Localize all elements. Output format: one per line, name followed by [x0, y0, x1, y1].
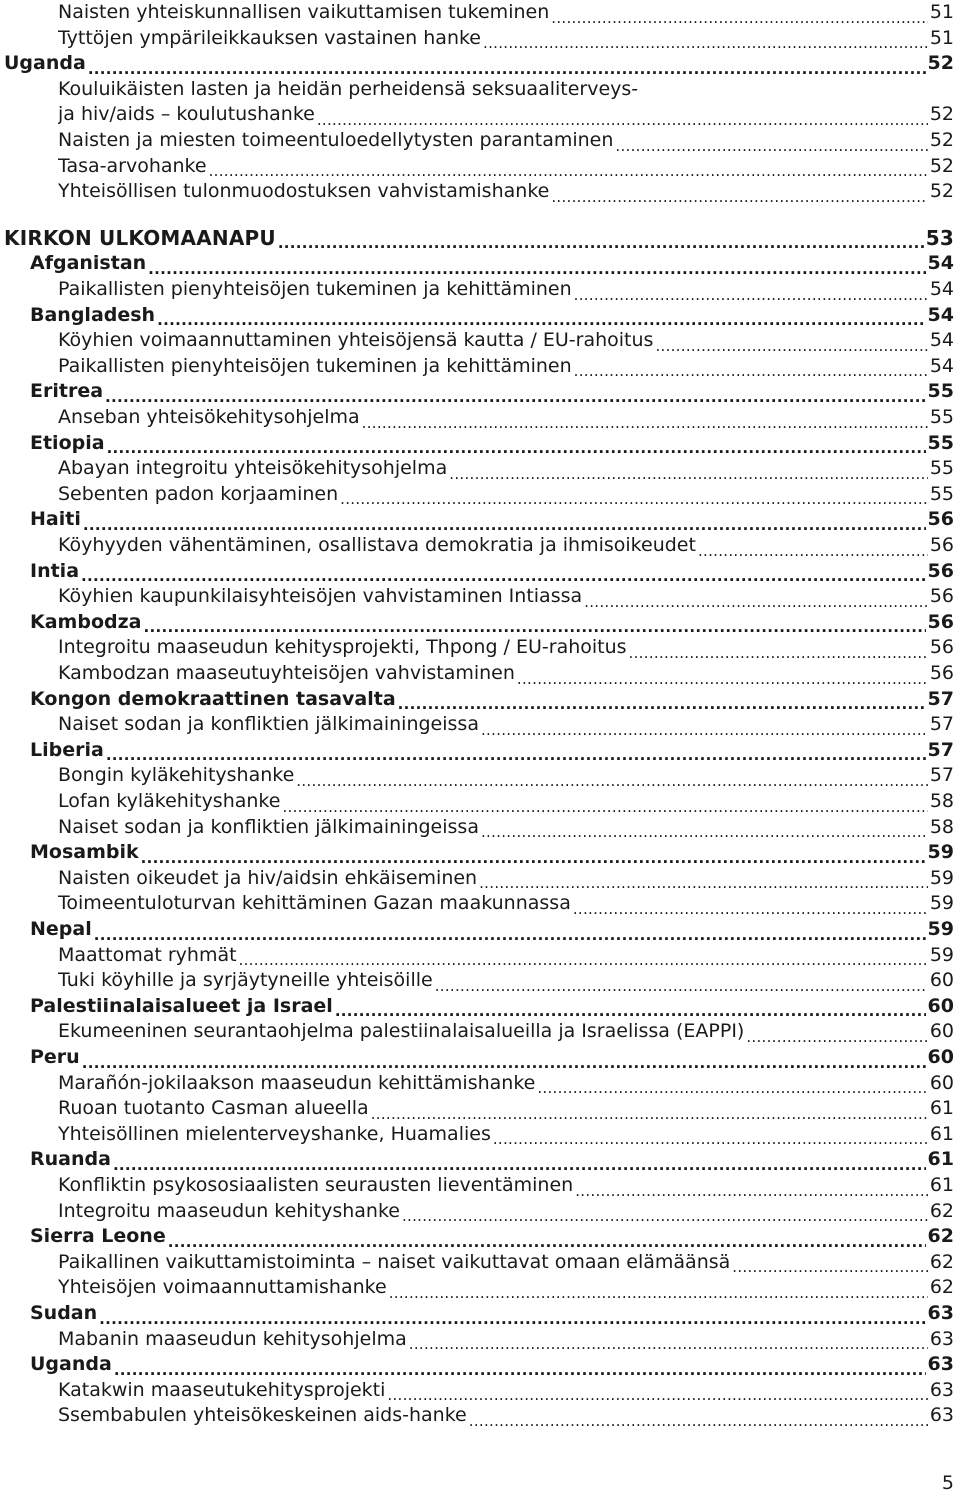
toc-entry-page: 60: [929, 1071, 954, 1094]
toc-entry[interactable]: [58, 1199, 954, 1225]
toc-entry-page: 63: [929, 1327, 954, 1350]
toc-entry-title: Katakwin maaseutukehitysprojekti: [58, 1378, 386, 1401]
dot-leader: [732, 1255, 928, 1275]
toc-entry-page: 60: [929, 1020, 954, 1043]
toc-entry[interactable]: [58, 661, 954, 687]
dot-leader: [481, 718, 928, 738]
dot-leader: [435, 974, 928, 994]
toc-entry-page: 56: [929, 636, 954, 659]
toc-entry-title: Palestiinalaisalueet ja Israel: [30, 994, 333, 1017]
toc-section[interactable]: [30, 738, 954, 764]
dot-leader: [114, 1358, 926, 1378]
toc-entry-page: 59: [927, 841, 954, 864]
dot-leader: [106, 743, 926, 763]
dot-leader: [94, 923, 926, 943]
dot-leader: [551, 185, 927, 205]
toc-entry-title: Anseban yhteisökehitysohjelma: [58, 406, 360, 428]
toc-entry-title: Intia: [30, 559, 80, 582]
toc-entry-title: Sudan: [30, 1302, 98, 1324]
dot-leader: [387, 1383, 927, 1403]
dot-leader: [113, 1153, 926, 1173]
toc-entry[interactable]: [58, 154, 954, 180]
toc-entry[interactable]: [58, 128, 954, 154]
toc-entry[interactable]: [58, 943, 954, 969]
toc-entry-title: Tyttöjen ympärileikkauksen vastainen hanke: [58, 26, 482, 49]
toc-entry-page: 58: [929, 815, 954, 838]
toc-entry[interactable]: [58, 866, 954, 892]
toc-entry-page: 60: [927, 1046, 954, 1068]
dot-leader: [574, 359, 928, 379]
toc-section[interactable]: [4, 226, 954, 252]
toc-entry-title: Tuki köyhille ja syrjäytyneille yhteisöille: [58, 969, 433, 992]
toc-entry[interactable]: [58, 26, 954, 52]
toc-entry-page: 61: [929, 1097, 954, 1120]
toc-entry-title: Uganda: [4, 52, 86, 75]
toc-entry-page: 60: [927, 994, 954, 1017]
dot-leader: [82, 1051, 926, 1071]
toc-entry-title: Marañón-jokilaakson maaseudun kehittämishanke: [58, 1071, 536, 1094]
toc-entry[interactable]: [58, 1071, 954, 1097]
toc-entry[interactable]: [58, 635, 954, 661]
toc-entry-page: 52: [929, 103, 954, 126]
dot-leader: [746, 1025, 927, 1045]
toc-entry-title: Naisten ja miesten toimeentuloedellytysten parantaminen: [58, 129, 614, 151]
dot-leader: [83, 513, 926, 533]
dot-leader: [335, 999, 926, 1019]
toc-entry-page: 60: [929, 969, 954, 992]
toc-entry-page: 54: [929, 329, 954, 352]
dot-leader: [81, 564, 926, 584]
dot-leader: [88, 57, 926, 77]
toc-entry-page: 56: [929, 662, 954, 684]
toc-entry-title: Bangladesh: [30, 303, 156, 326]
dot-leader: [574, 283, 928, 303]
toc-section[interactable]: [30, 840, 954, 866]
dot-leader: [148, 257, 925, 277]
toc-entry-page: 61: [929, 1174, 954, 1196]
toc-entry-page: 54: [927, 303, 954, 326]
toc-section[interactable]: [30, 251, 954, 277]
toc-entry-title: Paikallisten pienyhteisöjen tukeminen ja kehittäminen: [58, 354, 572, 377]
toc-entry[interactable]: [58, 789, 954, 815]
dot-leader: [575, 1179, 928, 1199]
toc-entry-title: Uganda: [30, 1353, 112, 1376]
toc-entry[interactable]: [58, 533, 954, 559]
toc-entry-page: 52: [929, 154, 954, 177]
toc-entry-title: Ekumeeninen seurantaohjelma palestiinalaisalueilla ja Israelissa (EAPPI): [58, 1020, 745, 1043]
toc-entry-page: 57: [927, 738, 954, 761]
dot-leader: [278, 231, 924, 251]
toc-entry-title: Afganistan: [30, 252, 147, 275]
toc-entry-page: 63: [929, 1378, 954, 1401]
toc-entry-page: 55: [929, 406, 954, 428]
dot-leader: [629, 641, 928, 661]
toc-entry-title: Peru: [30, 1046, 80, 1068]
dot-leader: [105, 385, 926, 405]
toc-entry[interactable]: [58, 354, 954, 380]
toc-entry-title: Kambodza: [30, 610, 142, 633]
toc-entry-page: 59: [929, 892, 954, 915]
toc-entry-page: 57: [927, 687, 954, 710]
toc-entry-page: 52: [929, 180, 954, 203]
dot-leader: [615, 134, 927, 154]
toc-entry-title: Yhteisöllinen mielenterveyshanke, Huamalies: [58, 1122, 491, 1145]
toc-entry-page: 61: [929, 1122, 954, 1145]
toc-entry[interactable]: [58, 77, 954, 103]
dot-leader: [209, 159, 928, 179]
toc-section[interactable]: [30, 507, 954, 533]
toc-entry-page: 54: [929, 354, 954, 377]
toc-section[interactable]: [30, 610, 954, 636]
toc-entry-title: Paikallinen vaikuttamistoiminta – naiset vaikuttavat omaan elämäänsä: [58, 1250, 731, 1273]
dot-leader: [551, 6, 928, 26]
toc-entry-page: 63: [927, 1302, 954, 1324]
toc-entry-page: 55: [929, 482, 954, 505]
dot-leader: [517, 667, 928, 687]
toc-entry-page: 55: [929, 457, 954, 480]
toc-section[interactable]: [30, 379, 954, 405]
toc-entry[interactable]: [58, 1327, 954, 1353]
toc-entry-title: Lofan kyläkehityshanke: [58, 790, 281, 812]
toc-entry-title: Toimeentuloturvan kehittäminen Gazan maakunnassa: [58, 892, 571, 915]
toc-entry-title: Mabanin maaseudun kehitysohjelma: [58, 1327, 407, 1350]
toc-entry-title: Yhteisöllisen tulonmuodostuksen vahvistamishanke: [58, 180, 550, 203]
toc-entry-title: Konfliktin psykososiaalisten seurausten lieventäminen: [58, 1174, 574, 1196]
toc-entry-title: Yhteisöjen voimaannuttamishanke: [58, 1276, 387, 1299]
toc-entry-title: Naisten oikeudet ja hiv/aidsin ehkäiseminen: [58, 866, 478, 889]
dot-leader: [537, 1076, 927, 1096]
toc-entry-page: 58: [929, 790, 954, 812]
toc-entry-title: Sierra Leone: [30, 1225, 166, 1248]
toc-entry[interactable]: [58, 1173, 954, 1199]
toc-entry-title: Paikallisten pienyhteisöjen tukeminen ja kehittäminen: [58, 278, 572, 300]
toc-entry-page: 51: [929, 26, 954, 49]
toc-entry-title: Integroitu maaseudun kehityshanke: [58, 1199, 400, 1222]
toc-entry-title: Kongon demokraattinen tasavalta: [30, 687, 396, 710]
toc-section[interactable]: [30, 559, 954, 585]
dot-leader: [698, 539, 928, 559]
toc-entry-page: 63: [927, 1353, 954, 1376]
toc-entry[interactable]: [58, 1250, 954, 1276]
toc-entry-title: Ruanda: [30, 1148, 111, 1171]
dot-leader: [107, 436, 926, 456]
toc-entry-title: Sebenten padon korjaaminen: [58, 482, 339, 505]
toc-entry-title: Kouluikäisten lasten ja heidän perheidensä seksuaaliterveys-: [58, 77, 639, 100]
toc-entry-title: Mosambik: [30, 841, 139, 864]
toc-entry-page: 62: [929, 1250, 954, 1273]
toc-entry-title: Tasa-arvohanke: [58, 154, 207, 177]
toc-entry[interactable]: [58, 1096, 954, 1122]
dot-leader: [389, 1281, 928, 1301]
dot-leader: [469, 1409, 928, 1429]
toc-section[interactable]: [30, 303, 954, 329]
toc-entry[interactable]: [58, 968, 954, 994]
toc-entry-title: ja hiv/aids – koulutushanke: [58, 103, 315, 126]
toc-entry-title: Liberia: [30, 738, 104, 761]
toc-entry[interactable]: [58, 1122, 954, 1148]
toc-section[interactable]: [30, 917, 954, 943]
toc-entry-page: 56: [929, 585, 954, 608]
toc-entry-title: Abayan integroitu yhteisökehitysohjelma: [58, 457, 448, 480]
toc-section[interactable]: [30, 1301, 954, 1327]
dot-leader: [157, 308, 925, 328]
dot-leader: [99, 1307, 925, 1327]
toc-entry-title: KIRKON ULKOMAANAPU: [4, 225, 276, 250]
page-number: 5: [941, 1472, 954, 1494]
toc-section[interactable]: [4, 51, 954, 77]
toc-entry-page: 62: [929, 1199, 954, 1222]
toc-entry-page: 55: [927, 380, 954, 403]
toc-entry[interactable]: [58, 891, 954, 917]
dot-leader: [479, 871, 928, 891]
dot-leader: [493, 1127, 928, 1147]
dot-leader: [282, 795, 927, 815]
dot-leader: [340, 487, 928, 507]
toc-entry-page: 56: [927, 610, 954, 633]
toc-entry-page: 52: [927, 52, 954, 75]
toc-entry-page: 52: [929, 129, 954, 151]
toc-entry-page: 56: [927, 559, 954, 582]
toc-section[interactable]: [30, 1045, 954, 1071]
toc-entry-page: 59: [927, 918, 954, 940]
toc-entry[interactable]: [58, 815, 954, 841]
toc-entry-title: Etiopia: [30, 431, 105, 454]
toc-entry-title: Integroitu maaseudun kehitysprojekti, Thpong / EU-rahoitus: [58, 636, 627, 659]
dot-leader: [483, 31, 928, 51]
toc-entry[interactable]: [58, 712, 954, 738]
toc-section[interactable]: [30, 1224, 954, 1250]
toc-entry-title: Kambodzan maaseutuyhteisöjen vahvistaminen: [58, 662, 515, 684]
toc-entry-title: Köyhien kaupunkilaisyhteisöjen vahvistaminen Intiassa: [58, 585, 583, 608]
dot-leader: [573, 897, 928, 917]
toc-entry-page: 56: [929, 534, 954, 556]
toc-entry-page: 63: [929, 1404, 954, 1427]
dot-leader: [143, 615, 925, 635]
toc-entry-page: 59: [929, 943, 954, 966]
dot-leader: [655, 334, 927, 354]
toc-entry-title: Naiset sodan ja konfliktien jälkimainingeissa: [58, 713, 479, 736]
toc-entry-title: Eritrea: [30, 380, 104, 403]
toc-section[interactable]: [30, 994, 954, 1020]
toc-section[interactable]: [30, 687, 954, 713]
dot-leader: [239, 948, 928, 968]
toc-entry-title: Haiti: [30, 508, 81, 531]
toc-entry[interactable]: [58, 1378, 954, 1404]
toc-entry[interactable]: [58, 405, 954, 431]
toc-entry[interactable]: [58, 0, 954, 26]
toc-entry[interactable]: [58, 102, 954, 128]
toc-entry-title: Maattomat ryhmät: [58, 943, 237, 966]
dot-leader: [398, 692, 926, 712]
toc-entry-page: 59: [929, 866, 954, 889]
toc-entry[interactable]: [58, 456, 954, 482]
toc-entry-page: 55: [927, 431, 954, 454]
dot-leader: [296, 769, 928, 789]
toc-entry-title: Naiset sodan ja konfliktien jälkimainingeissa: [58, 815, 479, 838]
toc-entry-title: Köyhien voimaannuttaminen yhteisöjensä kautta / EU-rahoitus: [58, 329, 654, 352]
toc-entry-page: 54: [927, 252, 954, 275]
toc-entry-page: 53: [925, 225, 954, 250]
toc-entry-page: 51: [929, 1, 954, 23]
toc-entry-page: 56: [927, 508, 954, 531]
toc-entry[interactable]: [58, 1019, 954, 1045]
toc-entry[interactable]: [58, 1275, 954, 1301]
toc-entry-title: Naisten yhteiskunnallisen vaikuttamisen tukeminen: [58, 1, 550, 23]
toc-entry[interactable]: [58, 482, 954, 508]
toc-entry-title: Bongin kyläkehityshanke: [58, 764, 295, 787]
dot-leader: [168, 1230, 926, 1250]
toc-entry-page: 61: [927, 1148, 954, 1171]
toc-entry[interactable]: [58, 1403, 954, 1429]
dot-leader: [317, 108, 928, 128]
toc-section[interactable]: [30, 1147, 954, 1173]
toc-entry[interactable]: [58, 277, 954, 303]
toc-section[interactable]: [30, 431, 954, 457]
toc-entry[interactable]: [58, 179, 954, 205]
toc-entry-page: 62: [927, 1225, 954, 1248]
toc-entry-title: Ssembabulen yhteisökeskeinen aids-hanke: [58, 1404, 467, 1427]
toc-entry[interactable]: [58, 328, 954, 354]
dot-leader: [481, 820, 928, 840]
toc-entry-page: 54: [929, 278, 954, 300]
dot-leader: [362, 411, 928, 431]
toc-section[interactable]: [30, 1352, 954, 1378]
toc-entry-title: Nepal: [30, 918, 92, 940]
toc-entry-page: 62: [929, 1276, 954, 1299]
dot-leader: [409, 1332, 928, 1352]
toc-entry-title: Köyhyyden vähentäminen, osallistava demokratia ja ihmisoikeudet: [58, 534, 696, 556]
dot-leader: [371, 1102, 928, 1122]
dot-leader: [449, 462, 928, 482]
toc-entry-page: 57: [929, 713, 954, 736]
dot-leader: [402, 1204, 928, 1224]
toc-entry-page: 57: [929, 764, 954, 787]
toc-entry[interactable]: [58, 584, 954, 610]
dot-leader: [141, 846, 926, 866]
toc-entry[interactable]: [58, 763, 954, 789]
dot-leader: [584, 590, 928, 610]
toc-entry-title: Ruoan tuotanto Casman alueella: [58, 1097, 369, 1120]
